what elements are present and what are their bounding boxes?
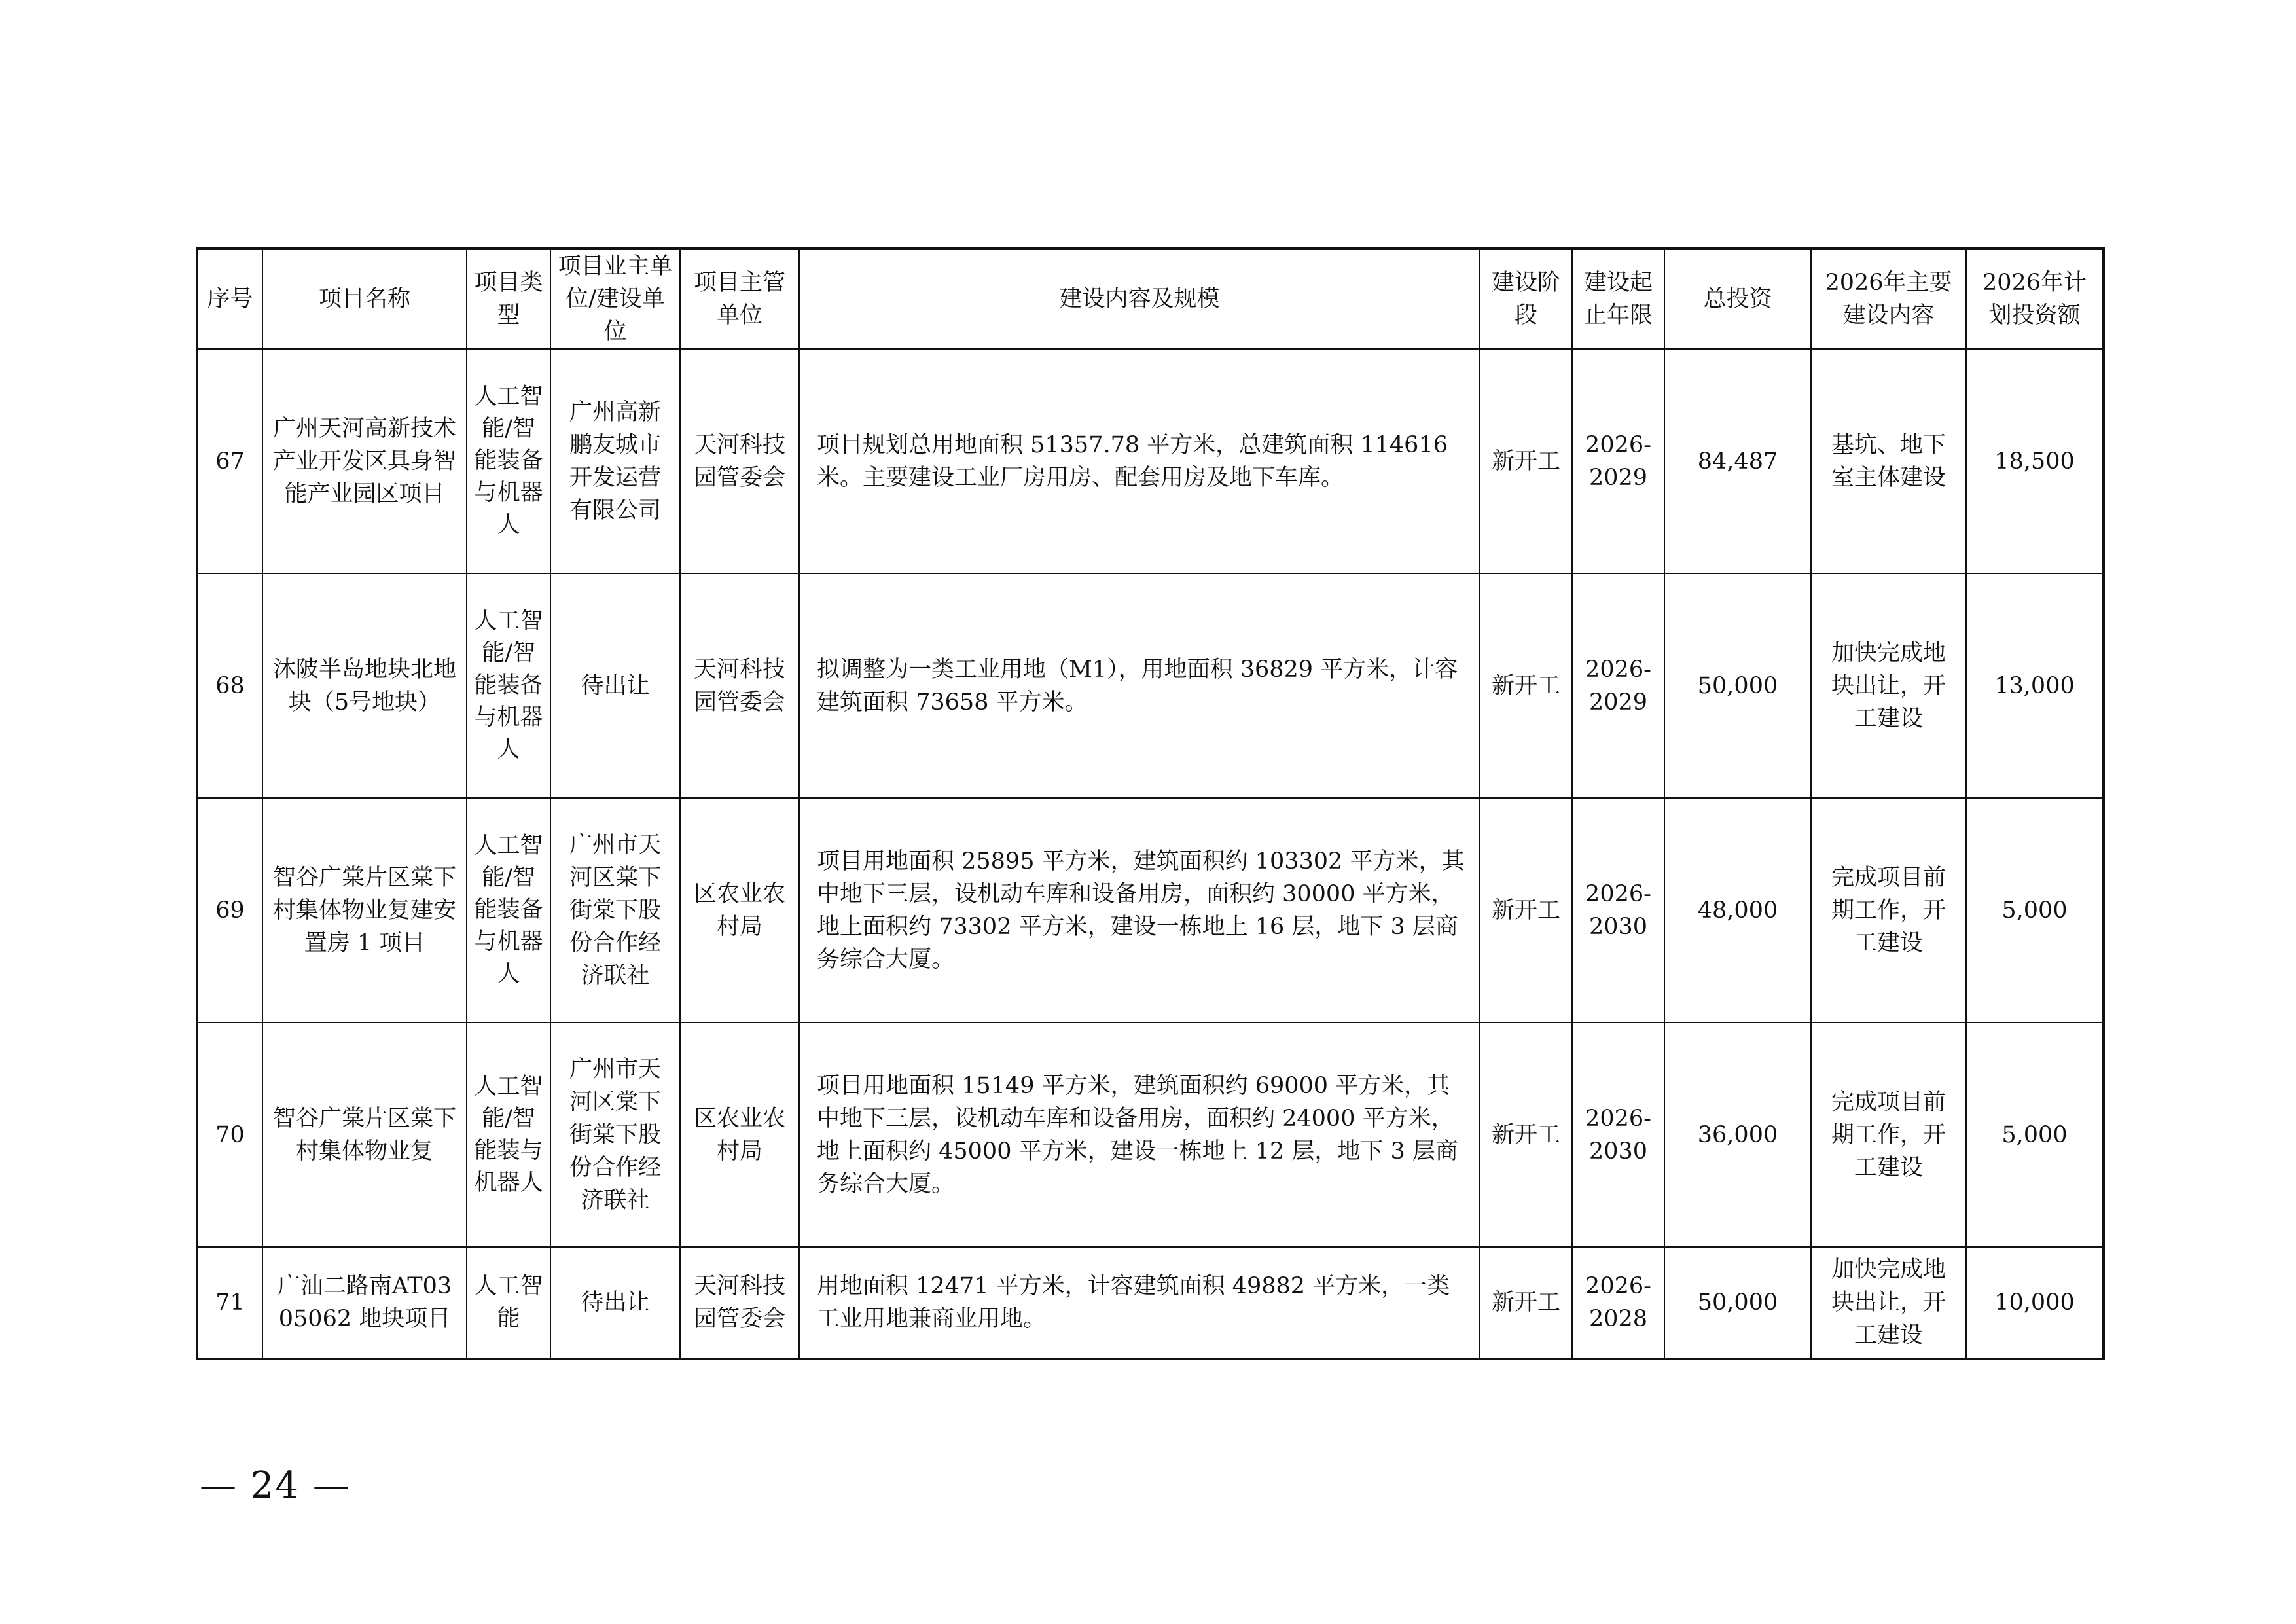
cell-name: 广汕二路南AT0305062 地块项目	[262, 1247, 467, 1359]
table-row	[197, 1247, 2104, 1359]
cell-total: 36,000	[1664, 1022, 1811, 1247]
cell-category: 人工智能/智能装备与机器人	[467, 798, 550, 1022]
cell-authority: 天河科技园管委会	[680, 573, 799, 798]
cell-plan-invest: 5,000	[1966, 798, 2104, 1022]
cell-category: 人工智能/智能装备与机器人	[467, 573, 550, 798]
page-number: — 24 —	[200, 1464, 351, 1507]
cell-total: 84,487	[1664, 349, 1811, 573]
cell-content: 项目用地面积 15149 平方米，建筑面积约 69000 平方米，其中地下三层，设机动车库和设备用房，面积约 24000 平方米，地上面积约 45000 平方米，建设一栋地上 12 层，地下 3 层商务综合大厦。	[799, 1022, 1480, 1247]
cell-authority: 区农业农村局	[680, 798, 799, 1022]
cell-stage: 新开工	[1480, 349, 1572, 573]
cell-authority: 天河科技园管委会	[680, 1247, 799, 1359]
table-row	[197, 798, 2104, 1022]
cell-no: 70	[197, 1022, 262, 1247]
cell-content: 项目规划总用地面积 51357.78 平方米，总建筑面积 114616 米。主要建设工业厂房用房、配套用房及地下车库。	[799, 349, 1480, 573]
cell-period: 2026-2030	[1572, 798, 1664, 1022]
cell-owner: 广州市天河区棠下街棠下股份合作经济联社	[550, 798, 680, 1022]
cell-plan-invest: 10,000	[1966, 1247, 2104, 1359]
cell-plan-content: 基坑、地下室主体建设	[1811, 349, 1966, 573]
cell-content: 用地面积 12471 平方米，计容建筑面积 49882 平方米，一类工业用地兼商业用地。	[799, 1247, 1480, 1359]
cell-period: 2026-2030	[1572, 1022, 1664, 1247]
col-header-category: 项目类型	[467, 249, 550, 349]
cell-name: 广州天河高新技术产业开发区具身智能产业园区项目	[262, 349, 467, 573]
cell-plan-content: 加快完成地块出让，开工建设	[1811, 1247, 1966, 1359]
cell-plan-content: 加快完成地块出让，开工建设	[1811, 573, 1966, 798]
cell-content: 拟调整为一类工业用地（M1），用地面积 36829 平方米，计容建筑面积 73658 平方米。	[799, 573, 1480, 798]
cell-stage: 新开工	[1480, 573, 1572, 798]
cell-authority: 区农业农村局	[680, 1022, 799, 1247]
col-header-period: 建设起止年限	[1572, 249, 1664, 349]
cell-authority: 天河科技园管委会	[680, 349, 799, 573]
cell-period: 2026-2029	[1572, 349, 1664, 573]
col-header-owner: 项目业主单位/建设单位	[550, 249, 680, 349]
cell-owner: 广州市天河区棠下街棠下股份合作经济联社	[550, 1022, 680, 1247]
cell-name: 智谷广棠片区棠下村集体物业复建安置房 1 项目	[262, 798, 467, 1022]
cell-name: 沐陂半岛地块北地块（5号地块）	[262, 573, 467, 798]
cell-total: 50,000	[1664, 573, 1811, 798]
col-header-plan-content: 2026年主要建设内容	[1811, 249, 1966, 349]
cell-owner: 广州高新鹏友城市开发运营有限公司	[550, 349, 680, 573]
cell-owner: 待出让	[550, 573, 680, 798]
cell-category: 人工智能	[467, 1247, 550, 1359]
table-row	[197, 573, 2104, 798]
cell-plan-invest: 5,000	[1966, 1022, 2104, 1247]
cell-total: 48,000	[1664, 798, 1811, 1022]
cell-plan-invest: 13,000	[1966, 573, 2104, 798]
col-header-total: 总投资	[1664, 249, 1811, 349]
cell-no: 67	[197, 349, 262, 573]
cell-no: 68	[197, 573, 262, 798]
cell-name: 智谷广棠片区棠下村集体物业复	[262, 1022, 467, 1247]
cell-owner: 待出让	[550, 1247, 680, 1359]
cell-category: 人工智能/智能装与机器人	[467, 1022, 550, 1247]
col-header-stage: 建设阶段	[1480, 249, 1572, 349]
table-row	[197, 1022, 2104, 1247]
project-table	[196, 247, 2105, 1360]
cell-total: 50,000	[1664, 1247, 1811, 1359]
col-header-authority: 项目主管单位	[680, 249, 799, 349]
cell-plan-invest: 18,500	[1966, 349, 2104, 573]
cell-stage: 新开工	[1480, 798, 1572, 1022]
cell-period: 2026-2028	[1572, 1247, 1664, 1359]
table-header-row	[197, 249, 2104, 349]
table-row	[197, 349, 2104, 573]
cell-category: 人工智能/智能装备与机器人	[467, 349, 550, 573]
col-header-no: 序号	[197, 249, 262, 349]
col-header-content: 建设内容及规模	[799, 249, 1480, 349]
cell-no: 69	[197, 798, 262, 1022]
cell-period: 2026-2029	[1572, 573, 1664, 798]
col-header-name: 项目名称	[262, 249, 467, 349]
cell-stage: 新开工	[1480, 1247, 1572, 1359]
cell-stage: 新开工	[1480, 1022, 1572, 1247]
cell-content: 项目用地面积 25895 平方米，建筑面积约 103302 平方米，其中地下三层，设机动车库和设备用房，面积约 30000 平方米，地上面积约 73302 平方米，建设一栋地上 16 层，地下 3 层商务综合大厦。	[799, 798, 1480, 1022]
cell-no: 71	[197, 1247, 262, 1359]
cell-plan-content: 完成项目前期工作，开工建设	[1811, 798, 1966, 1022]
cell-plan-content: 完成项目前期工作，开工建设	[1811, 1022, 1966, 1247]
col-header-plan-invest: 2026年计划投资额	[1966, 249, 2104, 349]
